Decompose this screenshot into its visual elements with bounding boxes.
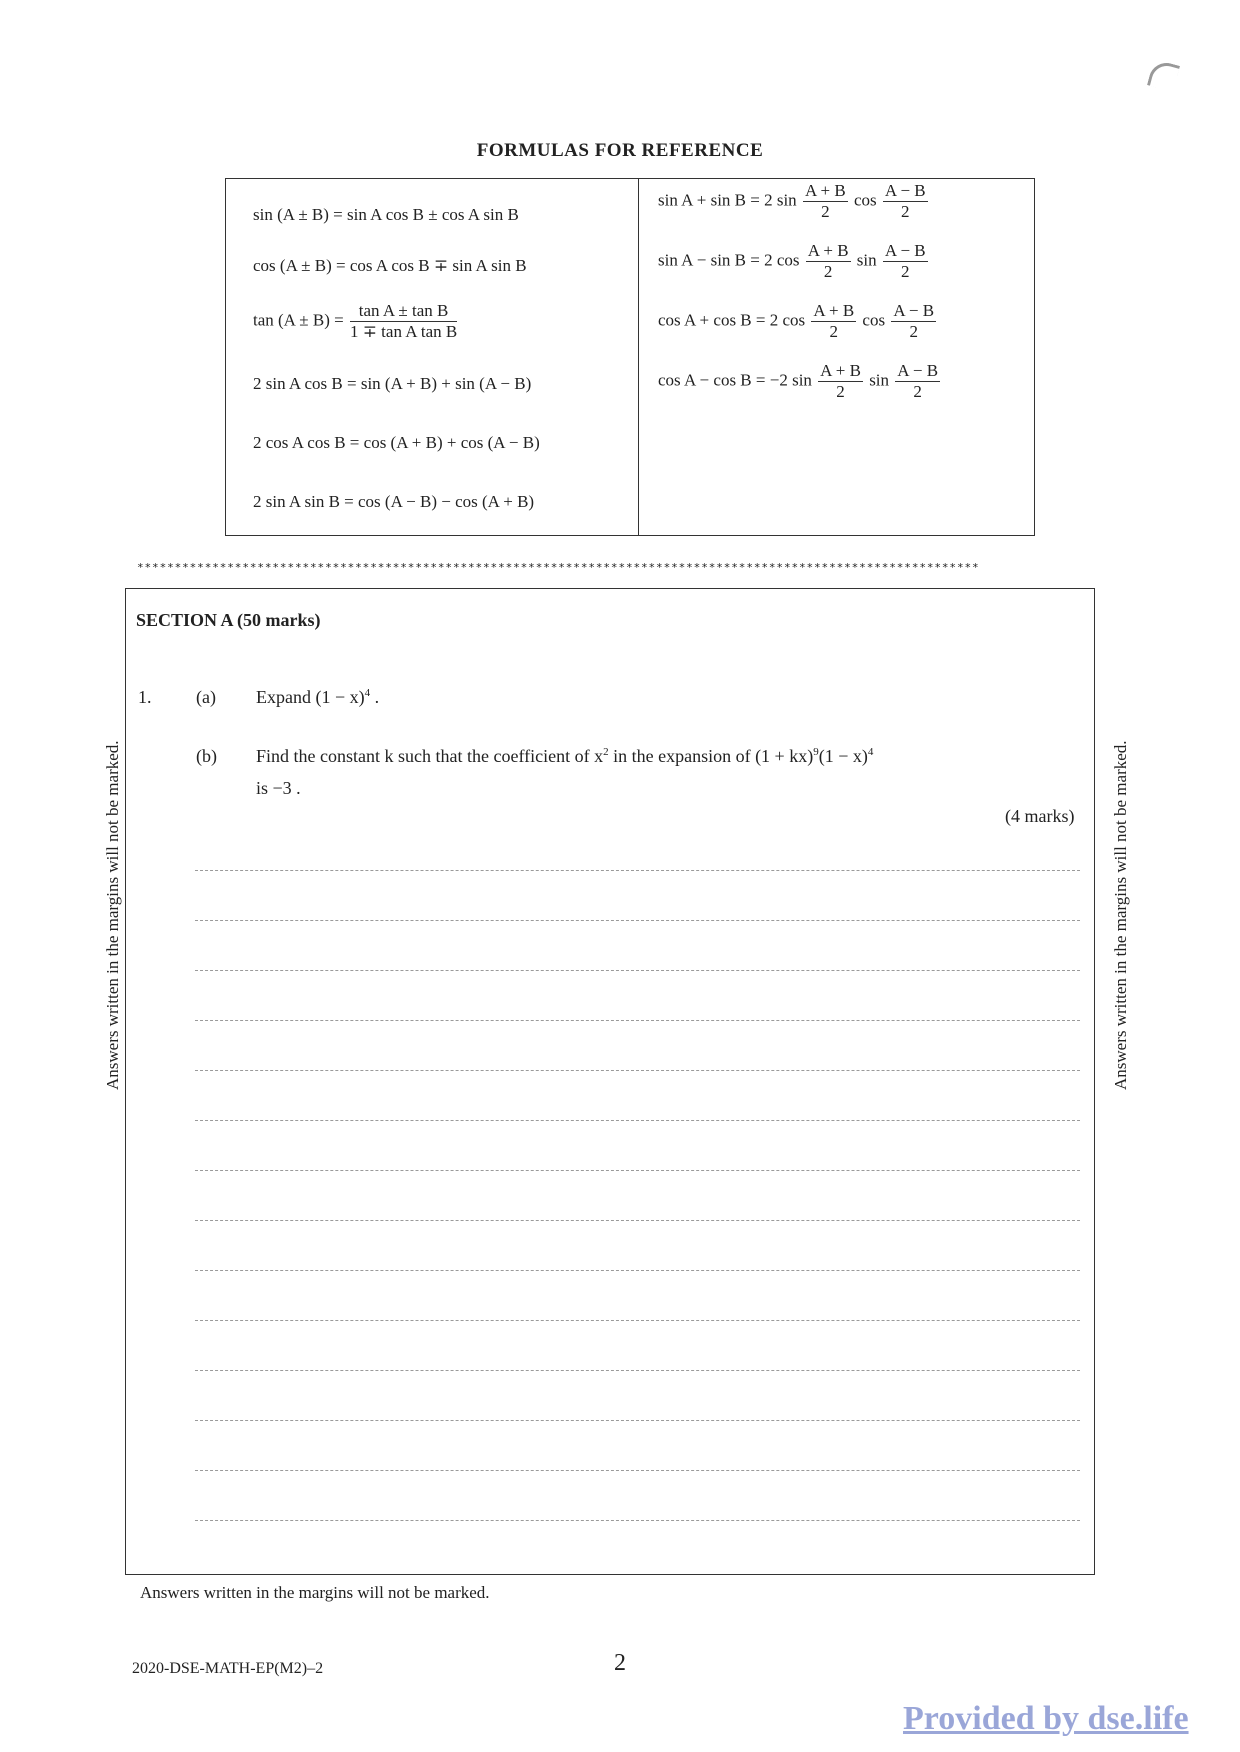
answer-line[interactable] bbox=[195, 920, 1080, 921]
answer-line[interactable] bbox=[195, 1020, 1080, 1021]
answer-line[interactable] bbox=[195, 1170, 1080, 1171]
answer-line[interactable] bbox=[195, 1470, 1080, 1471]
answer-line[interactable] bbox=[195, 1370, 1080, 1371]
tan-fraction: $\frac{\text{tan A ± tan B}}{\text{1 ∓ tan A tan B}}$ bbox=[349, 301, 458, 341]
margin-note-left: Answers written in the margins will not be marked. bbox=[103, 740, 122, 1090]
scan-mark bbox=[1147, 59, 1180, 92]
formula-sin-sum: sin (A ± B) = sin A cos B ± cos A sin B bbox=[253, 205, 519, 224]
answer-line[interactable] bbox=[195, 1320, 1080, 1321]
section-title: SECTION A (50 marks) bbox=[136, 610, 321, 630]
part-b-text: Find the constant k such that the coefficient of $x^2$ in the expansion of $(1 + kx)^9(1 - x)^4$ bbox=[256, 746, 874, 766]
formula-table bbox=[225, 178, 1035, 536]
question-number: 1. bbox=[138, 687, 152, 707]
page-number: 2 bbox=[614, 1650, 626, 1676]
answer-line[interactable] bbox=[195, 1220, 1080, 1221]
formula-cos-minus-cos: cos A − cos B = −2 sin $\frac{A + B}{2}$ sin $\frac{A - B}{2}$ bbox=[658, 361, 939, 401]
formula-2sin-sin: 2 sin A sin B = cos (A − B) − cos (A + B) bbox=[253, 492, 535, 511]
answer-line[interactable] bbox=[195, 1070, 1080, 1071]
formula-tan-sum: tan (A ± B) = $\frac{\text{tan A ± tan B}}{\text{1 ∓ tan A tan B}}$ bbox=[253, 301, 458, 341]
formula-sin-minus-sin: sin A − sin B = 2 cos $\frac{A + B}{2}$ sin $\frac{A - B}{2}$ bbox=[658, 241, 926, 281]
marks-label: (4 marks) bbox=[1005, 806, 1075, 826]
formulas-heading: FORMULAS FOR REFERENCE bbox=[476, 140, 764, 161]
formula-table-divider bbox=[638, 179, 639, 535]
part-b-text-line2: is −3 . bbox=[256, 778, 301, 798]
formula-cos-sum: cos (A ± B) = cos A cos B ∓ sin A sin B bbox=[253, 256, 527, 275]
part-b-label: (b) bbox=[196, 746, 217, 766]
margin-note-right: Answers written in the margins will not be marked. bbox=[1111, 740, 1130, 1090]
answer-line[interactable] bbox=[195, 1270, 1080, 1271]
formula-2sin-cos: 2 sin A cos B = sin (A + B) + sin (A − B) bbox=[253, 374, 532, 393]
formula-2cos-cos: 2 cos A cos B = cos (A + B) + cos (A − B) bbox=[253, 433, 540, 452]
separator-stars: **************************************************************************************************************** bbox=[137, 561, 980, 574]
footer-code: 2020-DSE-MATH-EP(M2)–2 bbox=[132, 1660, 324, 1677]
formula-cos-plus-cos: cos A + cos B = 2 cos $\frac{A + B}{2}$ cos $\frac{A - B}{2}$ bbox=[658, 301, 935, 341]
part-a-text: Expand $(1 - x)^4$ . bbox=[256, 687, 380, 707]
formula-sin-plus-sin: sin A + sin B = 2 sin $\frac{A + B}{2}$ cos $\frac{A - B}{2}$ bbox=[658, 181, 926, 221]
answer-line[interactable] bbox=[195, 1420, 1080, 1421]
answer-line[interactable] bbox=[195, 1520, 1080, 1521]
answer-line[interactable] bbox=[195, 1120, 1080, 1121]
part-a-label: (a) bbox=[196, 687, 216, 707]
answer-box bbox=[125, 588, 1095, 1575]
answer-line[interactable] bbox=[195, 970, 1080, 971]
watermark-link[interactable]: Provided by dse.life bbox=[903, 1700, 1189, 1737]
answer-line[interactable] bbox=[195, 870, 1080, 871]
bottom-margin-note: Answers written in the margins will not be marked. bbox=[140, 1583, 490, 1602]
